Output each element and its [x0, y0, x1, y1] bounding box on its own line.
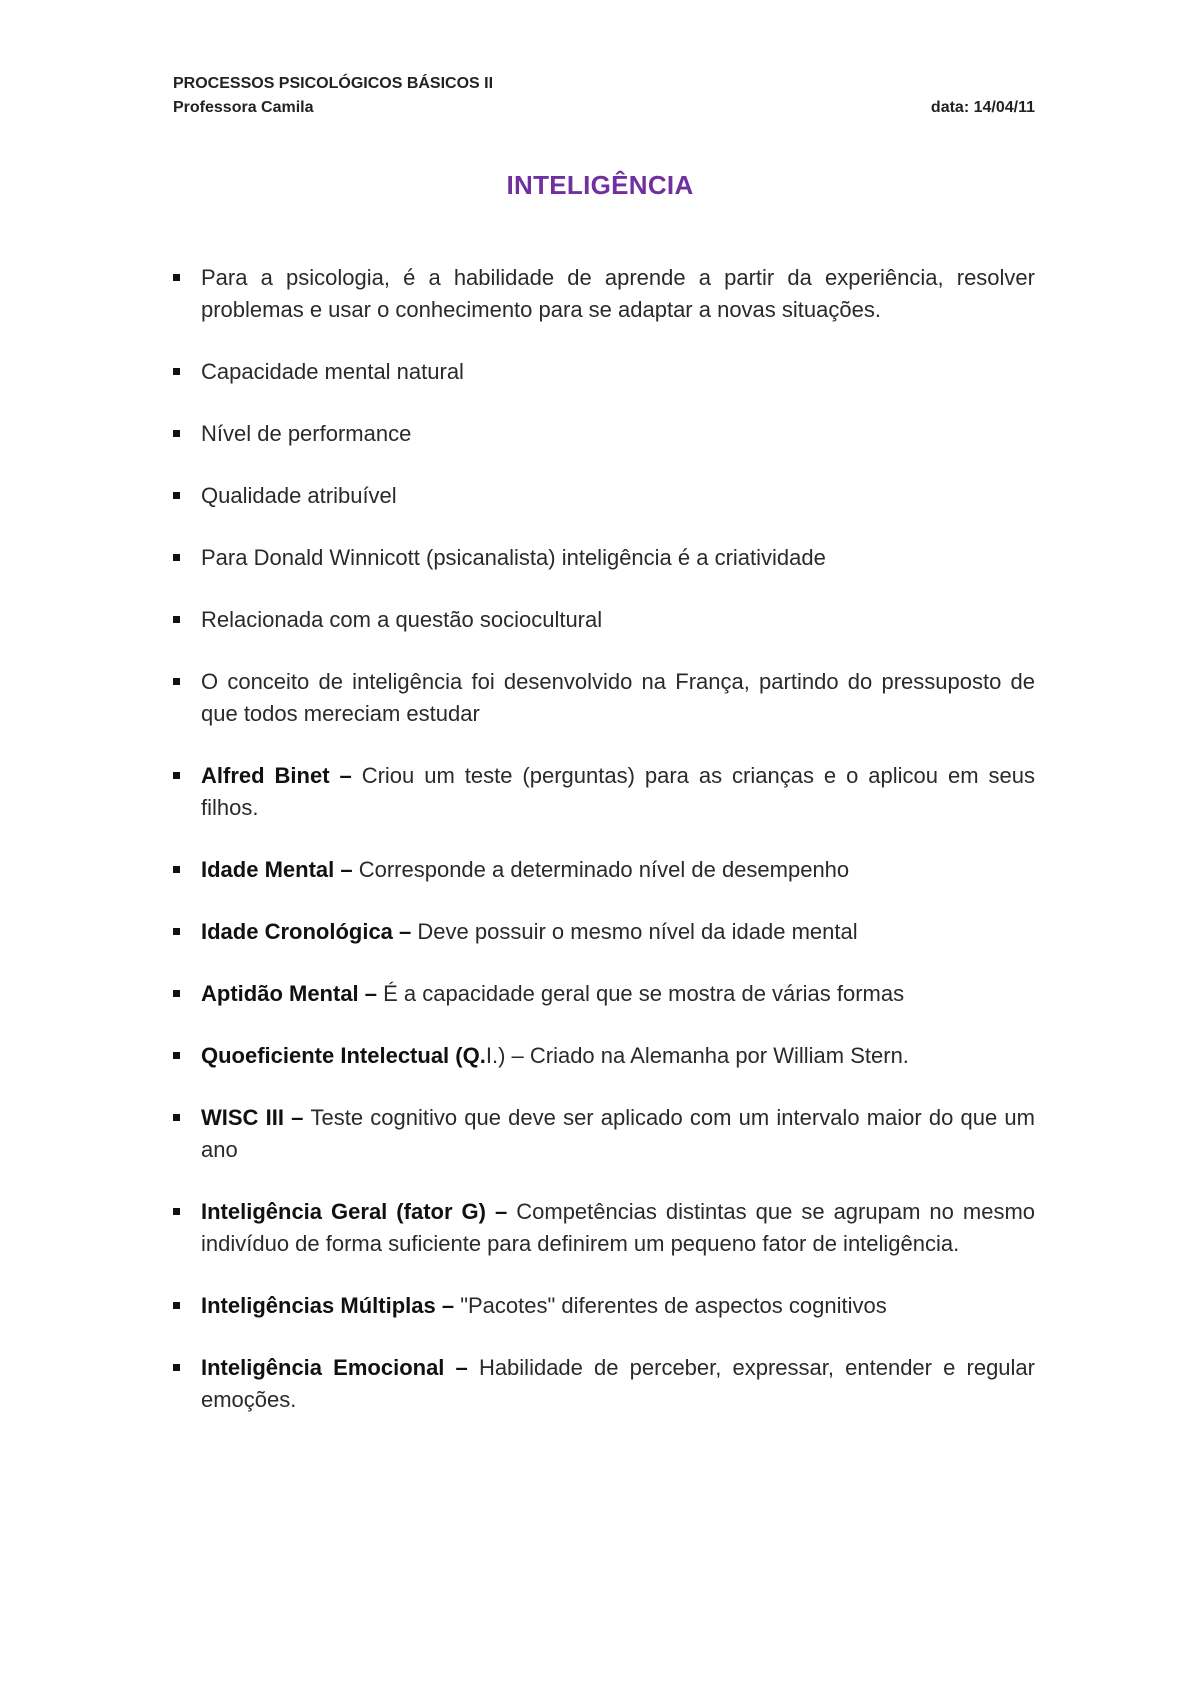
square-bullet-icon: [173, 1208, 180, 1215]
list-item-text: O conceito de inteligência foi desenvolvido na França, partindo do pressuposto de que todos mereciam estudar: [201, 669, 1035, 726]
list-item: [173, 480, 1035, 512]
square-bullet-icon: [173, 928, 180, 935]
square-bullet-icon: [173, 492, 180, 499]
list-item-separator: –: [485, 1199, 517, 1224]
square-bullet-icon: [173, 1052, 180, 1059]
list-item: [173, 978, 1035, 1010]
square-bullet-icon: [173, 274, 180, 281]
document-date: data: 14/04/11: [930, 99, 1035, 116]
square-bullet-icon: [173, 368, 180, 375]
list-item-term: Idade Mental: [201, 857, 335, 882]
list-item: [173, 854, 1035, 886]
list-item-separator: –: [329, 763, 362, 788]
list-item: [173, 1040, 1035, 1072]
list-item-text: Deve possuir o mesmo nível da idade mental: [417, 919, 858, 944]
list-item-text: Habilidade de perceber, expressar, entender e regular emoções.: [201, 1355, 1035, 1412]
list-item-text: Para Donald Winnicott (psicanalista) inteligência é a criatividade: [201, 545, 826, 570]
list-item: [173, 1196, 1035, 1260]
list-item-term: Quoeficiente Intelectual (Q.: [201, 1043, 486, 1068]
list-item: [173, 1352, 1035, 1416]
square-bullet-icon: [173, 1302, 180, 1309]
bullet-list: [173, 262, 1035, 1416]
list-item: [173, 760, 1035, 824]
list-item: [173, 916, 1035, 948]
list-item-term: Inteligência Geral (fator G): [201, 1199, 486, 1224]
course-name: PROCESSOS PSICOLÓGICOS BÁSICOS II: [173, 75, 494, 92]
list-item-text: "Pacotes" diferentes de aspectos cognitivos: [460, 1293, 887, 1318]
list-item: [173, 542, 1035, 574]
list-item-text: Relacionada com a questão sociocultural: [201, 607, 603, 632]
page-title: INTELIGÊNCIA: [506, 170, 694, 200]
teacher-name: Professora Camila: [173, 99, 314, 116]
list-item-term: WISC III: [201, 1105, 284, 1130]
list-item-separator: –: [283, 1105, 311, 1130]
square-bullet-icon: [173, 772, 180, 779]
list-item-text: É a capacidade geral que se mostra de várias formas: [383, 981, 905, 1006]
list-item-text: Para a psicologia, é a habilidade de aprende a partir da experiência, resolver problemas e usar o conhecimento para se adaptar a novas situações.: [201, 265, 1035, 322]
list-item: [173, 604, 1035, 636]
list-item-text: Criou um teste (perguntas) para as crianças e o aplicou em seus filhos.: [201, 763, 1035, 820]
list-item-separator: –: [435, 1293, 461, 1318]
list-item-text: Corresponde a determinado nível de desempenho: [358, 857, 850, 882]
list-item-separator: –: [392, 919, 418, 944]
square-bullet-icon: [173, 1364, 180, 1371]
square-bullet-icon: [173, 678, 180, 685]
list-item-text: I.) – Criado na Alemanha por William Stern.: [485, 1043, 909, 1068]
list-item-text: Teste cognitivo que deve ser aplicado com um intervalo maior do que um ano: [201, 1105, 1035, 1162]
header-second-row: [173, 96, 1035, 120]
list-item-term: Inteligência Emocional: [201, 1355, 445, 1380]
list-item-text: Competências distintas que se agrupam no mesmo indivíduo de forma suficiente para definirem um pequeno fator de inteligência.: [201, 1199, 1036, 1256]
list-item-text: Capacidade mental natural: [201, 359, 464, 384]
square-bullet-icon: [173, 866, 180, 873]
document-header: [173, 72, 1035, 120]
square-bullet-icon: [173, 1114, 180, 1121]
list-item-separator: –: [358, 981, 384, 1006]
list-item: [173, 418, 1035, 450]
list-item: [173, 356, 1035, 388]
square-bullet-icon: [173, 430, 180, 437]
list-item: [173, 666, 1035, 730]
list-item-text: Qualidade atribuível: [201, 483, 397, 508]
list-item-term: Idade Cronológica: [201, 919, 393, 944]
list-item-term: Inteligências Múltiplas: [201, 1293, 436, 1318]
list-item-separator: –: [444, 1355, 479, 1380]
square-bullet-icon: [173, 616, 180, 623]
list-item: [173, 262, 1035, 326]
square-bullet-icon: [173, 990, 180, 997]
list-item-term: Alfred Binet: [201, 763, 330, 788]
list-item-separator: –: [334, 857, 359, 882]
square-bullet-icon: [173, 554, 180, 561]
list-item: [173, 1102, 1035, 1166]
list-item-text: Nível de performance: [201, 421, 412, 446]
list-item-term: Aptidão Mental: [201, 981, 359, 1006]
list-item: [173, 1290, 1035, 1322]
